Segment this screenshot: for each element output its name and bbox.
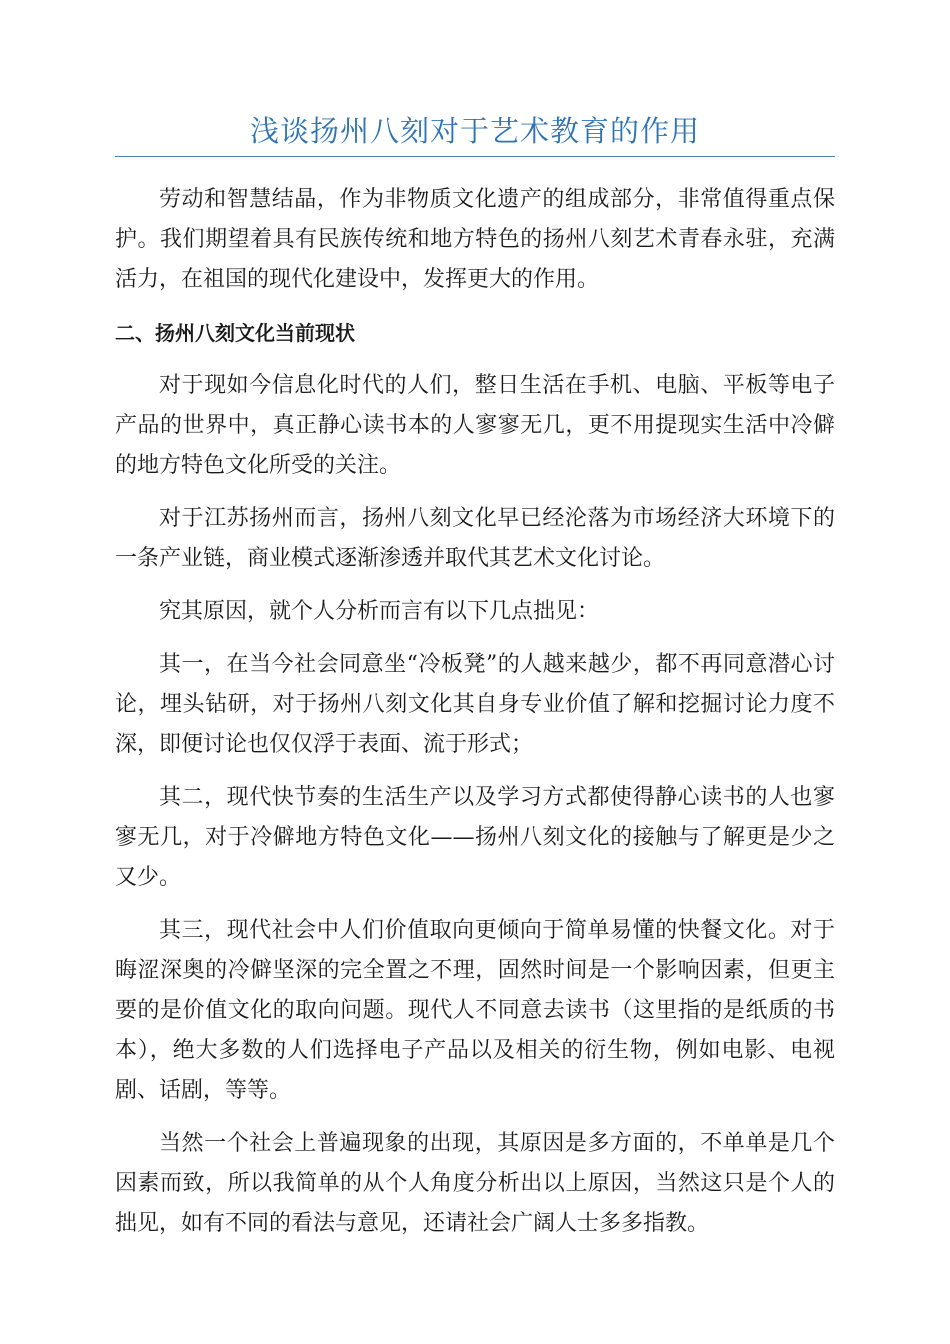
paragraph: 劳动和智慧结晶，作为非物质文化遗产的组成部分，非常值得重点保护。我们期望着具有民族传统和地方特色的扬州八刻艺术青春永驻，充满活力，在祖国的现代化建设中，发挥更大的作用。	[115, 187, 835, 292]
document-title: 浅谈扬州八刻对于艺术教育的作用	[115, 110, 835, 157]
paragraph: 其三，现代社会中人们价值取向更倾向于简单易懂的快餐文化。对于晦涩深奥的冷僻坚深的完全置之不理，固然时间是一个影响因素，但更主要的是价值文化的取向问题。现代人不同意去读书（这里指的是纸质的书本），绝大多数的人们选择电子产品以及相关的衍生物，例如电影、电视剧、话剧，等等。	[115, 918, 835, 1103]
document-page	[115, 110, 835, 1257]
section-heading: 二、扬州八刻文化当前现状	[115, 321, 355, 345]
paragraph: 其二，现代快节奏的生活生产以及学习方式都使得静心读书的人也寥寥无几，对于冷僻地方特色文化——扬州八刻文化的接触与了解更是少之又少。	[115, 785, 835, 890]
paragraph: 究其原因，就个人分析而言有以下几点拙见：	[159, 599, 600, 624]
paragraph: 对于江苏扬州而言，扬州八刻文化早已经沦落为市场经济大环境下的一条产业链，商业模式逐渐渗透并取代其艺术文化讨论。	[115, 506, 835, 571]
paragraph: 对于现如今信息化时代的人们，整日生活在手机、电脑、平板等电子产品的世界中，真正静心读书本的人寥寥无几，更不用提现实生活中冷僻的地方特色文化所受的关注。	[115, 373, 835, 478]
document-body	[115, 180, 835, 1244]
paragraph: 其一，在当今社会同意坐“冷板凳”的人越来越少，都不再同意潜心讨论，埋头钻研，对于扬州八刻文化其自身专业价值了解和挖掘讨论力度不深，即便讨论也仅仅浮于表面、流于形式；	[115, 652, 835, 757]
paragraph: 当然一个社会上普遍现象的出现，其原因是多方面的，不单单是几个因素而致，所以我简单的从个人角度分析出以上原因，当然这只是个人的拙见，如有不同的看法与意见，还请社会广阔人士多多指教。	[115, 1131, 835, 1236]
